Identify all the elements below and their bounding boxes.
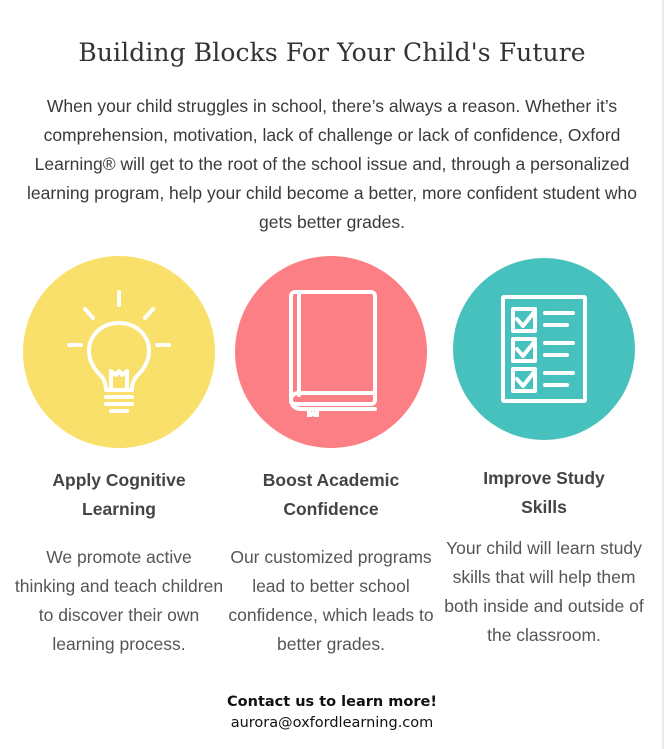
- contact-email-link[interactable]: aurora@oxfordlearning.com: [230, 715, 434, 731]
- card-title: Apply Cognitive Learning: [52, 470, 186, 519]
- page-title: Building Blocks For Your Child's Future: [78, 38, 586, 67]
- contact-cta: Contact us to learn more!: [227, 694, 437, 710]
- checklist-icon: [499, 293, 589, 405]
- contact-block: [0, 692, 664, 734]
- intro-paragraph: When your child struggles in school, there’s always a reason. Whether it’s comprehension, motivation, lack of challenge or lack of confidence, Oxford Learning® will get to the root of the school issue and, through a personalized learning program, help your child become a better, more confident student who gets better grades.: [27, 96, 637, 232]
- card-title: Improve Study Skills: [483, 468, 605, 517]
- feature-card-confidence: [226, 256, 436, 659]
- book-icon: [281, 287, 381, 417]
- checklist-circle: [453, 258, 635, 440]
- card-description: We promote active thinking and teach children to discover their own learning process.: [14, 547, 224, 654]
- lightbulb-icon: [59, 287, 179, 417]
- book-circle: [235, 256, 427, 448]
- card-title: Boost Academic Confidence: [262, 470, 400, 519]
- card-description: Your child will learn study skills that will help them both inside and outside of the classroom.: [444, 538, 644, 645]
- feature-card-study-skills: [439, 256, 649, 650]
- card-description: Our customized programs lead to better school confidence, which leads to better grades.: [228, 547, 434, 654]
- lightbulb-circle: [23, 256, 215, 448]
- feature-card-cognitive: [14, 256, 224, 659]
